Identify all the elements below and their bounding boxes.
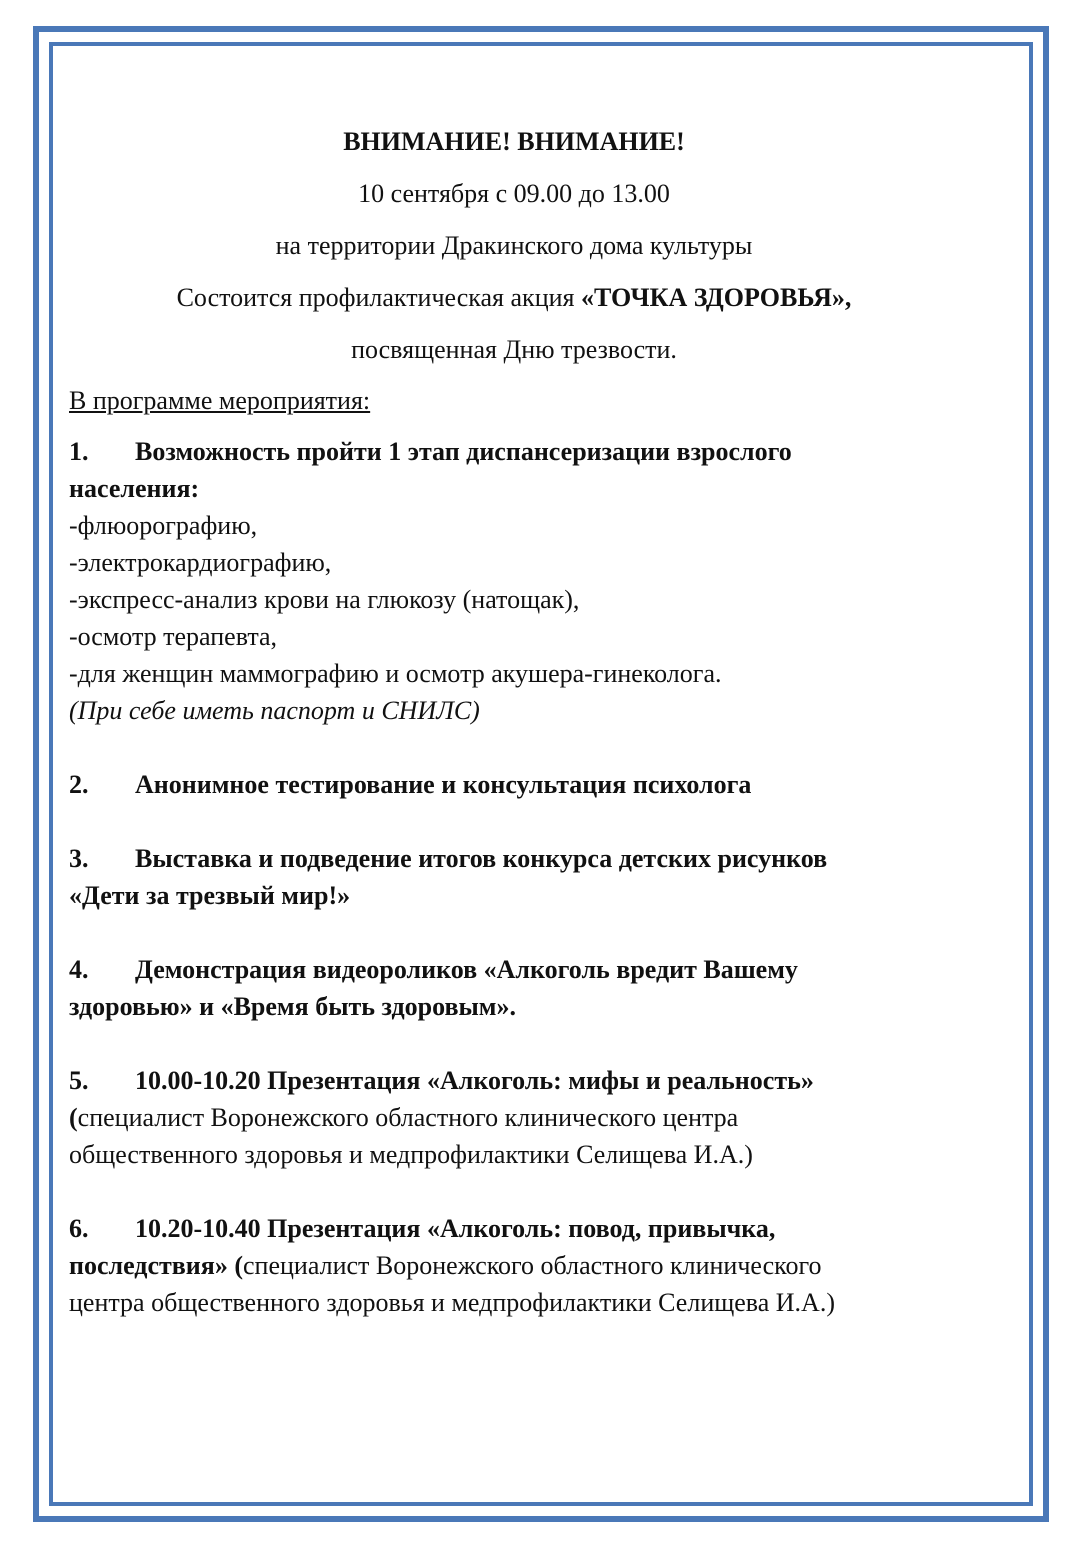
item-3-line-2: «Дети за трезвый мир!» [69, 881, 351, 910]
announcement-title: ВНИМАНИЕ! ВНИМАНИЕ! [343, 127, 685, 156]
item-5-title: 10.00-10.20 Презентация «Алкоголь: мифы и реальность» [135, 1066, 814, 1095]
item-5-line-2-rest: специалист Воронежского областного клинического центра [77, 1103, 739, 1132]
announcement [69, 122, 959, 1321]
item-6-line-3: центра общественного здоровья и медпрофилактики Селищева И.А.) [69, 1288, 835, 1317]
item-5-line-3: общественного здоровья и медпрофилактики Селищева И.А.) [69, 1140, 753, 1169]
item-1-number: 1. [69, 437, 89, 466]
program-item-3 [69, 840, 959, 914]
action-prefix: Состоится профилактическая акция [176, 283, 581, 312]
event-location: на территории Дракинского дома культуры [275, 231, 753, 260]
item-4-line-1 [69, 951, 959, 988]
item-1-note: (При себе иметь паспорт и СНИЛС) [69, 696, 480, 725]
item-1-sub-3: -экспресс-анализ крови на глюкозу (натощак), [69, 585, 580, 614]
item-3-title: Выставка и подведение итогов конкурса детских рисунков [135, 844, 828, 873]
program-item-4 [69, 951, 959, 1025]
item-1-sub-5: -для женщин маммографию и осмотр акушера-гинеколога. [69, 659, 722, 688]
item-5-line-2-bold: ( [69, 1103, 78, 1132]
action-name: «ТОЧКА ЗДОРОВЬЯ», [580, 283, 852, 312]
item-2-line-1 [69, 766, 959, 803]
item-1-sub-4: -осмотр терапевта, [69, 622, 278, 651]
program-heading: В программе мероприятия: [69, 386, 371, 415]
item-6-line-1 [69, 1210, 959, 1247]
program-item-2 [69, 766, 959, 803]
item-1-sub-2: -электрокардиографию, [69, 548, 332, 577]
item-5-line-1 [69, 1062, 959, 1099]
program-item-1 [69, 433, 959, 729]
item-6-number: 6. [69, 1214, 89, 1243]
item-6-line-2-rest: специалист Воронежского областного клинического [243, 1251, 822, 1280]
item-2-title: Анонимное тестирование и консультация психолога [135, 770, 752, 799]
item-3-line-1 [69, 840, 959, 877]
item-5-number: 5. [69, 1066, 89, 1095]
program-item-6 [69, 1210, 959, 1321]
item-1-line-2: населения: [69, 474, 200, 503]
item-4-title: Демонстрация видеороликов «Алкоголь вредит Вашему [135, 955, 798, 984]
item-4-number: 4. [69, 955, 89, 984]
item-6-line-2 [69, 1247, 959, 1284]
item-1-sub-1: -флюорографию, [69, 511, 258, 540]
event-action-line [69, 278, 959, 330]
item-6-title: 10.20-10.40 Презентация «Алкоголь: повод, привычка, [135, 1214, 776, 1243]
event-dedication: посвященная Дню трезвости. [351, 335, 677, 364]
event-date-time: 10 сентября с 09.00 до 13.00 [358, 179, 670, 208]
item-1-line-1 [69, 433, 959, 470]
item-4-line-2: здоровью» и «Время быть здоровым». [69, 992, 517, 1021]
item-3-number: 3. [69, 844, 89, 873]
program-item-5 [69, 1062, 959, 1173]
item-1-title: Возможность пройти 1 этап диспансеризации взрослого [135, 437, 792, 466]
item-6-line-2-bold: последствия» ( [69, 1251, 244, 1280]
item-5-line-2 [69, 1099, 959, 1136]
item-2-number: 2. [69, 770, 89, 799]
